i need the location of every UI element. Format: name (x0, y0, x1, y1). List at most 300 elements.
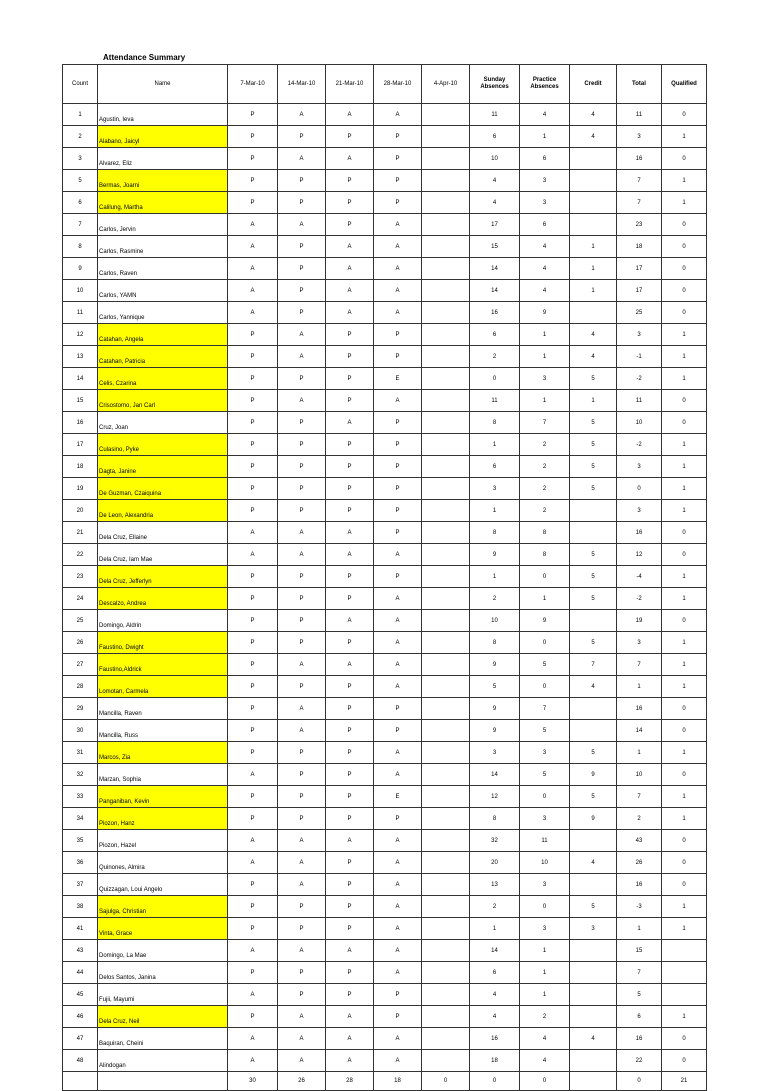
cell-date-4: A (374, 830, 422, 852)
cell-sunday-absences: 4 (470, 192, 520, 214)
student-name: Marzan, Sophia (99, 777, 142, 783)
table-row (63, 1006, 707, 1028)
cell-total: -2 (617, 368, 662, 390)
cell-credit (570, 610, 617, 632)
table-row (63, 896, 707, 918)
cell-date-1: P (228, 918, 278, 940)
cell-credit: 1 (570, 258, 617, 280)
cell-total: -2 (617, 434, 662, 456)
cell-sunday-absences: 5 (470, 676, 520, 698)
table-row (63, 984, 707, 1006)
student-name: Crisostomo, Jan Carl (99, 403, 156, 409)
cell-date-2: A (278, 654, 326, 676)
cell-date-3: P (326, 896, 374, 918)
cell-date-3: A (326, 148, 374, 170)
table-row (63, 764, 707, 786)
cell-count: 19 (63, 478, 98, 500)
cell-qualified: 1 (662, 632, 707, 654)
cell-qualified: 1 (662, 786, 707, 808)
cell-count: 20 (63, 500, 98, 522)
cell-sunday-absences: 20 (470, 852, 520, 874)
cell-date-3: P (326, 764, 374, 786)
cell-practice-absences: 6 (520, 148, 570, 170)
cell-practice-absences: 1 (520, 324, 570, 346)
cell-count: 41 (63, 918, 98, 940)
cell-count: 14 (63, 368, 98, 390)
cell-credit: 5 (570, 412, 617, 434)
cell-date-4: A (374, 390, 422, 412)
student-name: Delos Santos, Janina (99, 975, 156, 981)
student-name: Alabano, Jaicyl (99, 139, 140, 145)
header-row (63, 65, 707, 104)
cell-date-4: P (374, 500, 422, 522)
table-row (63, 654, 707, 676)
cell-count: 36 (63, 852, 98, 874)
totals-date-2: 26 (278, 1072, 326, 1091)
cell-date-2: P (278, 918, 326, 940)
cell-date-1: A (228, 258, 278, 280)
cell-total: -4 (617, 566, 662, 588)
cell-sunday-absences: 3 (470, 742, 520, 764)
cell-date-5 (422, 522, 470, 544)
cell-date-3: P (326, 214, 374, 236)
cell-name (98, 720, 228, 742)
student-name: Quizzagan, Loui Angelo (99, 887, 163, 893)
cell-date-3: P (326, 962, 374, 984)
cell-total: 1 (617, 676, 662, 698)
cell-date-1: P (228, 192, 278, 214)
cell-date-2: A (278, 522, 326, 544)
cell-qualified: 0 (662, 698, 707, 720)
cell-date-5 (422, 984, 470, 1006)
student-name: Baquiran, Cheini (99, 1041, 144, 1047)
table-row (63, 170, 707, 192)
student-name: Carlos, Raven (99, 271, 138, 277)
cell-date-4: A (374, 1050, 422, 1072)
cell-practice-absences: 5 (520, 764, 570, 786)
cell-count: 37 (63, 874, 98, 896)
cell-practice-absences: 4 (520, 1050, 570, 1072)
cell-practice-absences: 3 (520, 368, 570, 390)
cell-practice-absences: 9 (520, 302, 570, 324)
cell-total: 16 (617, 522, 662, 544)
cell-sunday-absences: 13 (470, 874, 520, 896)
cell-name (98, 1006, 228, 1028)
cell-date-5 (422, 148, 470, 170)
cell-total: 23 (617, 214, 662, 236)
cell-date-2: P (278, 170, 326, 192)
cell-qualified (662, 984, 707, 1006)
cell-name (98, 280, 228, 302)
cell-count: 3 (63, 148, 98, 170)
cell-count: 26 (63, 632, 98, 654)
cell-date-1: P (228, 698, 278, 720)
cell-date-2: A (278, 720, 326, 742)
cell-sunday-absences: 2 (470, 896, 520, 918)
cell-date-4: A (374, 1028, 422, 1050)
cell-practice-absences: 2 (520, 478, 570, 500)
cell-total: 6 (617, 1006, 662, 1028)
student-name: Descalzo, Andrea (99, 601, 147, 607)
cell-credit: 5 (570, 588, 617, 610)
cell-qualified: 0 (662, 610, 707, 632)
cell-date-5 (422, 962, 470, 984)
cell-qualified: 0 (662, 522, 707, 544)
cell-practice-absences: 1 (520, 940, 570, 962)
cell-total: 15 (617, 940, 662, 962)
totals-qualified: 21 (662, 1072, 707, 1091)
cell-date-2: P (278, 368, 326, 390)
cell-qualified: 1 (662, 808, 707, 830)
cell-qualified: 1 (662, 346, 707, 368)
cell-count: 32 (63, 764, 98, 786)
cell-practice-absences: 1 (520, 126, 570, 148)
cell-date-3: P (326, 984, 374, 1006)
cell-count: 16 (63, 412, 98, 434)
cell-credit: 5 (570, 544, 617, 566)
totals-date-5: 0 (422, 1072, 470, 1091)
cell-date-3: A (326, 302, 374, 324)
cell-sunday-absences: 1 (470, 566, 520, 588)
cell-date-2: A (278, 830, 326, 852)
cell-date-5 (422, 126, 470, 148)
cell-date-1: P (228, 610, 278, 632)
cell-date-3: P (326, 346, 374, 368)
cell-date-3: P (326, 874, 374, 896)
cell-credit: 5 (570, 786, 617, 808)
cell-credit (570, 874, 617, 896)
cell-qualified: 1 (662, 478, 707, 500)
cell-sunday-absences: 3 (470, 478, 520, 500)
table-row (63, 236, 707, 258)
cell-date-4: P (374, 566, 422, 588)
cell-practice-absences: 3 (520, 874, 570, 896)
table-row (63, 940, 707, 962)
cell-date-1: A (228, 280, 278, 302)
cell-date-3: A (326, 544, 374, 566)
student-name: Dagta, Janine (99, 469, 137, 475)
cell-credit (570, 148, 617, 170)
cell-sunday-absences: 8 (470, 808, 520, 830)
student-name: Piozon, Hanz (99, 821, 135, 827)
header-credit: Credit (570, 65, 617, 104)
cell-credit: 5 (570, 896, 617, 918)
cell-date-3: P (326, 808, 374, 830)
cell-sunday-absences: 4 (470, 984, 520, 1006)
cell-date-4: A (374, 214, 422, 236)
cell-practice-absences: 7 (520, 698, 570, 720)
cell-date-2: A (278, 1050, 326, 1072)
cell-date-2: A (278, 544, 326, 566)
cell-date-5 (422, 918, 470, 940)
cell-date-3: P (326, 742, 374, 764)
cell-date-4: A (374, 874, 422, 896)
cell-qualified: 1 (662, 654, 707, 676)
cell-date-3: A (326, 1006, 374, 1028)
cell-date-5 (422, 654, 470, 676)
cell-sunday-absences: 6 (470, 456, 520, 478)
cell-date-2: P (278, 984, 326, 1006)
cell-sunday-absences: 18 (470, 1050, 520, 1072)
cell-date-4: A (374, 610, 422, 632)
student-name: Quinones, Almira (99, 865, 145, 871)
cell-sunday-absences: 9 (470, 544, 520, 566)
cell-date-1: A (228, 1050, 278, 1072)
cell-total: 1 (617, 742, 662, 764)
cell-credit: 4 (570, 1028, 617, 1050)
cell-name (98, 170, 228, 192)
cell-credit: 4 (570, 324, 617, 346)
cell-count: 18 (63, 456, 98, 478)
cell-count: 6 (63, 192, 98, 214)
cell-date-5 (422, 434, 470, 456)
cell-credit (570, 720, 617, 742)
cell-credit: 5 (570, 566, 617, 588)
cell-date-1: A (228, 940, 278, 962)
cell-date-5 (422, 830, 470, 852)
header-date-3: 21-Mar-10 (326, 65, 374, 104)
cell-total: 2 (617, 808, 662, 830)
student-name: Domingo, Aldrin (99, 623, 142, 629)
cell-count: 44 (63, 962, 98, 984)
cell-date-5 (422, 610, 470, 632)
cell-credit (570, 1006, 617, 1028)
cell-date-4: A (374, 544, 422, 566)
cell-name (98, 896, 228, 918)
cell-date-2: A (278, 104, 326, 126)
cell-date-3: A (326, 522, 374, 544)
cell-date-3: A (326, 830, 374, 852)
header-qualified: Qualified (662, 65, 707, 104)
cell-qualified: 0 (662, 280, 707, 302)
cell-practice-absences: 2 (520, 434, 570, 456)
cell-credit: 4 (570, 852, 617, 874)
cell-date-1: A (228, 852, 278, 874)
cell-count: 34 (63, 808, 98, 830)
cell-count: 9 (63, 258, 98, 280)
cell-date-2: P (278, 676, 326, 698)
cell-date-2: P (278, 236, 326, 258)
cell-name (98, 236, 228, 258)
cell-qualified: 0 (662, 302, 707, 324)
cell-date-4: A (374, 918, 422, 940)
student-name: Dela Cruz, Neil (99, 1019, 140, 1025)
cell-sunday-absences: 8 (470, 632, 520, 654)
cell-name (98, 764, 228, 786)
cell-qualified: 1 (662, 126, 707, 148)
cell-date-3: A (326, 104, 374, 126)
cell-date-3: A (326, 940, 374, 962)
student-name: Mancilla, Raven (99, 711, 142, 717)
cell-name (98, 588, 228, 610)
cell-date-3: A (326, 610, 374, 632)
cell-practice-absences: 4 (520, 104, 570, 126)
cell-name (98, 192, 228, 214)
totals-date-4: 18 (374, 1072, 422, 1091)
header-total: Total (617, 65, 662, 104)
cell-date-1: P (228, 1006, 278, 1028)
cell-count: 7 (63, 214, 98, 236)
totals-name (98, 1072, 228, 1091)
cell-date-5 (422, 720, 470, 742)
cell-date-4: P (374, 434, 422, 456)
cell-date-2: A (278, 1006, 326, 1028)
cell-total: 18 (617, 236, 662, 258)
cell-date-4: A (374, 632, 422, 654)
table-row (63, 852, 707, 874)
cell-qualified: 0 (662, 390, 707, 412)
cell-date-4: A (374, 896, 422, 918)
cell-date-1: P (228, 104, 278, 126)
header-date-5: 4-Apr-10 (422, 65, 470, 104)
cell-count: 45 (63, 984, 98, 1006)
cell-date-3: A (326, 654, 374, 676)
table-row (63, 720, 707, 742)
header-name: Name (98, 65, 228, 104)
student-name: Lomotan, Carmela (99, 689, 149, 695)
cell-sunday-absences: 2 (470, 346, 520, 368)
cell-total: 1 (617, 918, 662, 940)
cell-practice-absences: 2 (520, 456, 570, 478)
cell-date-1: A (228, 214, 278, 236)
cell-credit (570, 1050, 617, 1072)
cell-sunday-absences: 0 (470, 368, 520, 390)
cell-total: 17 (617, 258, 662, 280)
cell-qualified: 0 (662, 258, 707, 280)
table-row (63, 258, 707, 280)
cell-sunday-absences: 16 (470, 1028, 520, 1050)
cell-date-5 (422, 940, 470, 962)
cell-practice-absences: 1 (520, 984, 570, 1006)
cell-qualified: 0 (662, 236, 707, 258)
header-date-4: 28-Mar-10 (374, 65, 422, 104)
cell-date-2: P (278, 126, 326, 148)
cell-name (98, 544, 228, 566)
student-name: Vinta, Grace (99, 931, 133, 937)
table-row (63, 588, 707, 610)
cell-date-3: A (326, 236, 374, 258)
totals-credit (570, 1072, 617, 1091)
cell-date-5 (422, 852, 470, 874)
cell-date-1: A (228, 544, 278, 566)
cell-sunday-absences: 6 (470, 962, 520, 984)
cell-date-5 (422, 170, 470, 192)
cell-sunday-absences: 14 (470, 940, 520, 962)
table-row (63, 808, 707, 830)
cell-practice-absences: 0 (520, 786, 570, 808)
cell-count: 10 (63, 280, 98, 302)
cell-date-2: A (278, 698, 326, 720)
cell-count: 48 (63, 1050, 98, 1072)
cell-date-2: P (278, 258, 326, 280)
cell-date-5 (422, 214, 470, 236)
cell-total: 3 (617, 126, 662, 148)
cell-count: 28 (63, 676, 98, 698)
cell-count: 27 (63, 654, 98, 676)
cell-total: 16 (617, 1028, 662, 1050)
cell-date-5 (422, 588, 470, 610)
cell-credit: 5 (570, 632, 617, 654)
cell-total: 3 (617, 324, 662, 346)
cell-credit (570, 214, 617, 236)
cell-practice-absences: 10 (520, 852, 570, 874)
cell-date-2: P (278, 764, 326, 786)
cell-date-1: P (228, 148, 278, 170)
cell-qualified: 1 (662, 896, 707, 918)
student-name: De Guzman, Czaiquina (99, 491, 162, 497)
cell-date-1: P (228, 324, 278, 346)
cell-sunday-absences: 2 (470, 588, 520, 610)
cell-total: 16 (617, 698, 662, 720)
cell-qualified: 0 (662, 764, 707, 786)
table-row (63, 478, 707, 500)
cell-credit (570, 830, 617, 852)
cell-date-4: A (374, 302, 422, 324)
cell-date-3: P (326, 390, 374, 412)
table-row (63, 412, 707, 434)
cell-date-4: A (374, 764, 422, 786)
cell-date-2: P (278, 742, 326, 764)
cell-qualified: 1 (662, 324, 707, 346)
header-date-1: 7-Mar-10 (228, 65, 278, 104)
cell-credit (570, 940, 617, 962)
cell-qualified: 1 (662, 192, 707, 214)
cell-total: 7 (617, 654, 662, 676)
cell-name (98, 1050, 228, 1072)
cell-credit: 5 (570, 368, 617, 390)
cell-practice-absences: 3 (520, 808, 570, 830)
cell-count: 25 (63, 610, 98, 632)
cell-date-5 (422, 566, 470, 588)
cell-sunday-absences: 4 (470, 1006, 520, 1028)
cell-date-2: A (278, 390, 326, 412)
cell-date-1: P (228, 346, 278, 368)
cell-date-4: P (374, 1006, 422, 1028)
cell-date-2: P (278, 302, 326, 324)
cell-date-2: A (278, 1028, 326, 1050)
cell-date-1: A (228, 302, 278, 324)
cell-date-5 (422, 500, 470, 522)
cell-total: 3 (617, 500, 662, 522)
header-date-2: 14-Mar-10 (278, 65, 326, 104)
student-name: Mancilla, Russ (99, 733, 139, 739)
cell-total: 3 (617, 632, 662, 654)
cell-date-1: A (228, 236, 278, 258)
cell-name (98, 456, 228, 478)
cell-total: 25 (617, 302, 662, 324)
cell-sunday-absences: 6 (470, 126, 520, 148)
cell-date-4: A (374, 280, 422, 302)
cell-count: 17 (63, 434, 98, 456)
cell-name (98, 940, 228, 962)
cell-date-4: A (374, 742, 422, 764)
student-name: Sajulga, Christian (99, 909, 147, 915)
cell-total: 10 (617, 764, 662, 786)
cell-date-4: A (374, 258, 422, 280)
cell-count: 15 (63, 390, 98, 412)
totals-date-3: 28 (326, 1072, 374, 1091)
cell-name (98, 786, 228, 808)
header-count: Count (63, 65, 98, 104)
cell-qualified: 1 (662, 456, 707, 478)
cell-total: 7 (617, 786, 662, 808)
cell-date-5 (422, 632, 470, 654)
table-row (63, 742, 707, 764)
cell-date-4: P (374, 698, 422, 720)
cell-date-5 (422, 258, 470, 280)
student-name: Catahan, Angela (99, 337, 144, 343)
cell-total: 16 (617, 874, 662, 896)
